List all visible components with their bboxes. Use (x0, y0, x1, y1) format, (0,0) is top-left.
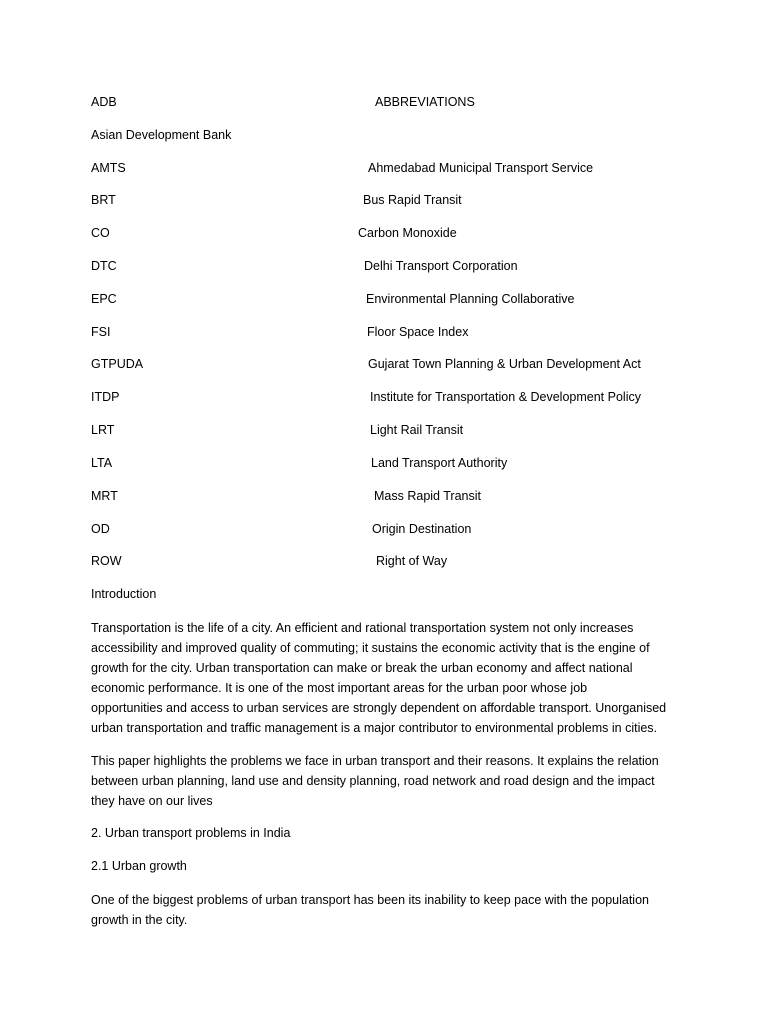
abbr-full: Ahmedabad Municipal Transport Service (368, 161, 594, 175)
paragraph-line: between urban planning, land use and density planning, road network and road design and the impact (91, 774, 655, 788)
abbr-code: AMTS (91, 161, 126, 175)
intro-paragraph (91, 618, 691, 738)
paragraph-line: economic performance. It is one of the most important areas for the urban poor whose job (91, 681, 588, 695)
abbr-full: Light Rail Transit (370, 423, 464, 437)
summary-paragraph (91, 751, 691, 811)
abbr-full: Origin Destination (372, 522, 472, 536)
abbr-full: Right of Way (376, 554, 448, 568)
urban-growth-paragraph (91, 890, 691, 930)
abbr-code: ROW (91, 554, 122, 568)
introduction-heading: Introduction (91, 587, 157, 601)
abbreviations-title: ABBREVIATIONS (375, 95, 475, 109)
paragraph-line: opportunities and access to urban services are strongly dependent on affordable transport. Unorganised (91, 701, 667, 715)
abbr-full: Gujarat Town Planning & Urban Development Act (368, 357, 641, 371)
abbr-code: LTA (91, 456, 113, 470)
abbr-full: Institute for Transportation & Development Policy (370, 390, 641, 404)
section-2-1-heading: 2.1 Urban growth (91, 859, 187, 873)
paragraph-line: One of the biggest problems of urban transport has been its inability to keep pace with the population (91, 893, 649, 907)
heading-adb: ADB (91, 95, 117, 109)
abbr-code: OD (91, 522, 110, 536)
abbr-full: Floor Space Index (367, 325, 469, 339)
abbr-full: Environmental Planning Collaborative (366, 292, 575, 306)
paragraph-line: Transportation is the life of a city. An efficient and rational transportation system not only increases (91, 621, 634, 635)
abbr-code: CO (91, 226, 110, 240)
abbr-code: BRT (91, 193, 116, 207)
paragraph-line: growth for the city. Urban transportation can make or break the urban economy and affect national (91, 661, 633, 675)
adb-full-name: Asian Development Bank (91, 128, 232, 142)
section-2-heading: 2. Urban transport problems in India (91, 826, 291, 840)
paragraph-line: urban transportation and traffic management is a major contributor to environmental problems in cities. (91, 721, 658, 735)
abbr-full: Mass Rapid Transit (374, 489, 481, 503)
abbr-full: Bus Rapid Transit (363, 193, 462, 207)
abbr-code: DTC (91, 259, 117, 273)
paragraph-line: This paper highlights the problems we face in urban transport and their reasons. It explains the relation (91, 754, 659, 768)
abbr-code: EPC (91, 292, 117, 306)
abbr-code: ITDP (91, 390, 120, 404)
paragraph-line: accessibility and improved quality of commuting; it sustains the economic activity that is the engine of (91, 641, 650, 655)
paragraph-line: growth in the city. (91, 913, 188, 927)
abbr-full: Carbon Monoxide (358, 226, 457, 240)
paragraph-line: they have on our lives (91, 794, 213, 808)
abbr-code: FSI (91, 325, 111, 339)
abbr-code: GTPUDA (91, 357, 144, 371)
abbr-full: Land Transport Authority (371, 456, 508, 470)
abbr-code: MRT (91, 489, 118, 503)
abbr-code: LRT (91, 423, 115, 437)
abbr-full: Delhi Transport Corporation (364, 259, 518, 273)
